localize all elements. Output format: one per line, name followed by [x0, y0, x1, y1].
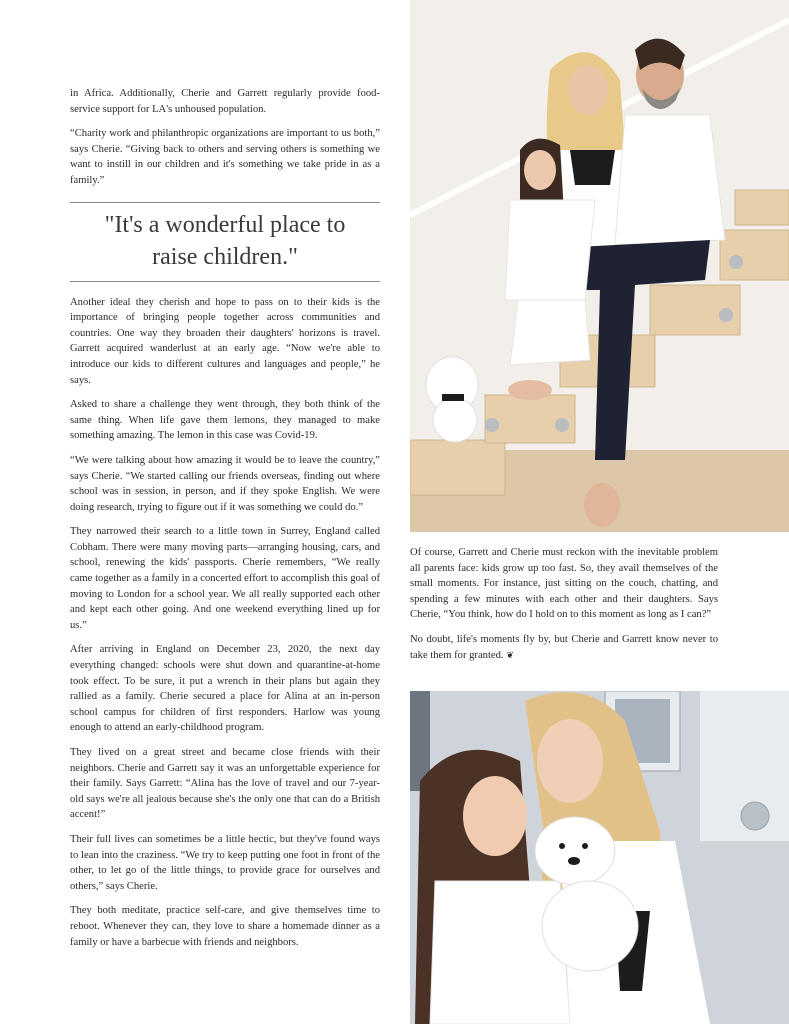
paragraph: They both meditate, practice self-care, and give themselves time to reboot. Whenever they can, they love to share a homemade dinner as a family or have a barbecue with friends and neighbors.: [70, 905, 380, 948]
paragraph: “Charity work and philanthropic organizations are important to us both,” says Cherie. “Giving back to others and serving others is something we want to instill in our children and it's something we take pride in as a family.”: [70, 128, 380, 186]
paragraph: in Africa. Additionally, Cherie and Garrett regularly provide food-service support for LA's unhoused population.: [70, 88, 380, 115]
pull-quote-line: raise children.": [152, 243, 298, 270]
family-staircase-photo: [410, 0, 789, 532]
paragraph: Their full lives can sometimes be a little hectic, but they've found ways to lean into the craziness. “We try to keep putting one foot in front of the other, to let go of the little things, to provide grace for ourselves and others,” says Cherie.: [70, 833, 380, 892]
right-text-column: [410, 545, 718, 672]
paragraph: Another ideal they cherish and hope to pass on to their kids is the importance of bringing people together across communities and countries. One way they broaden their daughters' horizons is travel. Garrett acquired wanderlust at an early age. “Now we're able to introduce our kids to different cultures and languages and people,” he says.: [70, 296, 380, 386]
paragraph: They lived on a great street and became close friends with their neighbors. Cherie and Garrett say it was an unforgettable experience for their family. Says Garrett: “Alina has the love of travel and our 7-year-old says we're all jealous because she's the only one that can do a British accent!”: [70, 747, 380, 821]
paragraph: Asked to share a challenge they went through, they both think of the same thing. When life gave them lemons, they managed to make something amazing. The lemon in this case was Covid-19.: [70, 399, 380, 442]
paragraph: After arriving in England on December 23, 2020, the next day everything changed: schools were shut down and quarantine-at-home took effect. To be sure, it put a wrench in their plans but again they rallied as a family. Cherie secured a place for Alina at an in-person school campus for children of first responders. Harlow was young enough to attend an early-childhood program.: [70, 644, 380, 734]
pull-quote: [70, 202, 380, 282]
paragraph: Of course, Garrett and Cherie must reckon with the inevitable problem all parents face: kids grow up too fast. So, they avail themselves of the small moments. For instance, just sitting on the couch, chatting, and spending a few minutes with each other and their daughters. Says Cherie, “You think, how do I hold on to this moment as long as I can?”: [410, 547, 718, 621]
left-text-column: [70, 86, 380, 959]
article-end-mark-icon: ❦: [506, 649, 514, 660]
paragraph: “We were talking about how amazing it would be to leave the country,” says Cherie. “We started calling our friends overseas, finding out where school was in session, in person, and if they spoke English. We were doing research, trying to figure out if it was something we could do.”: [70, 454, 380, 513]
paragraph: They narrowed their search to a little town in Surrey, England called Cobham. There were many moving parts—arranging housing, cars, and school, renewing the kids' passports. Cherie remembers, “We really came together as a family in a concerted effort to accomplish this goal of moving to London for a school year. We all really supported each other and kept each other going. And one weekend everything lined up for us.”: [70, 526, 380, 631]
pull-quote-line: "It's a wonderful place to: [104, 211, 346, 238]
closing-text: No doubt, life's moments fly by, but Cherie and Garrett know never to take them for granted.: [410, 633, 718, 661]
daughters-with-dog-photo: [410, 691, 789, 1024]
daughters-dog-illustration: [410, 691, 789, 1024]
closing-paragraph: [410, 632, 718, 663]
family-staircase-illustration: [410, 0, 789, 532]
